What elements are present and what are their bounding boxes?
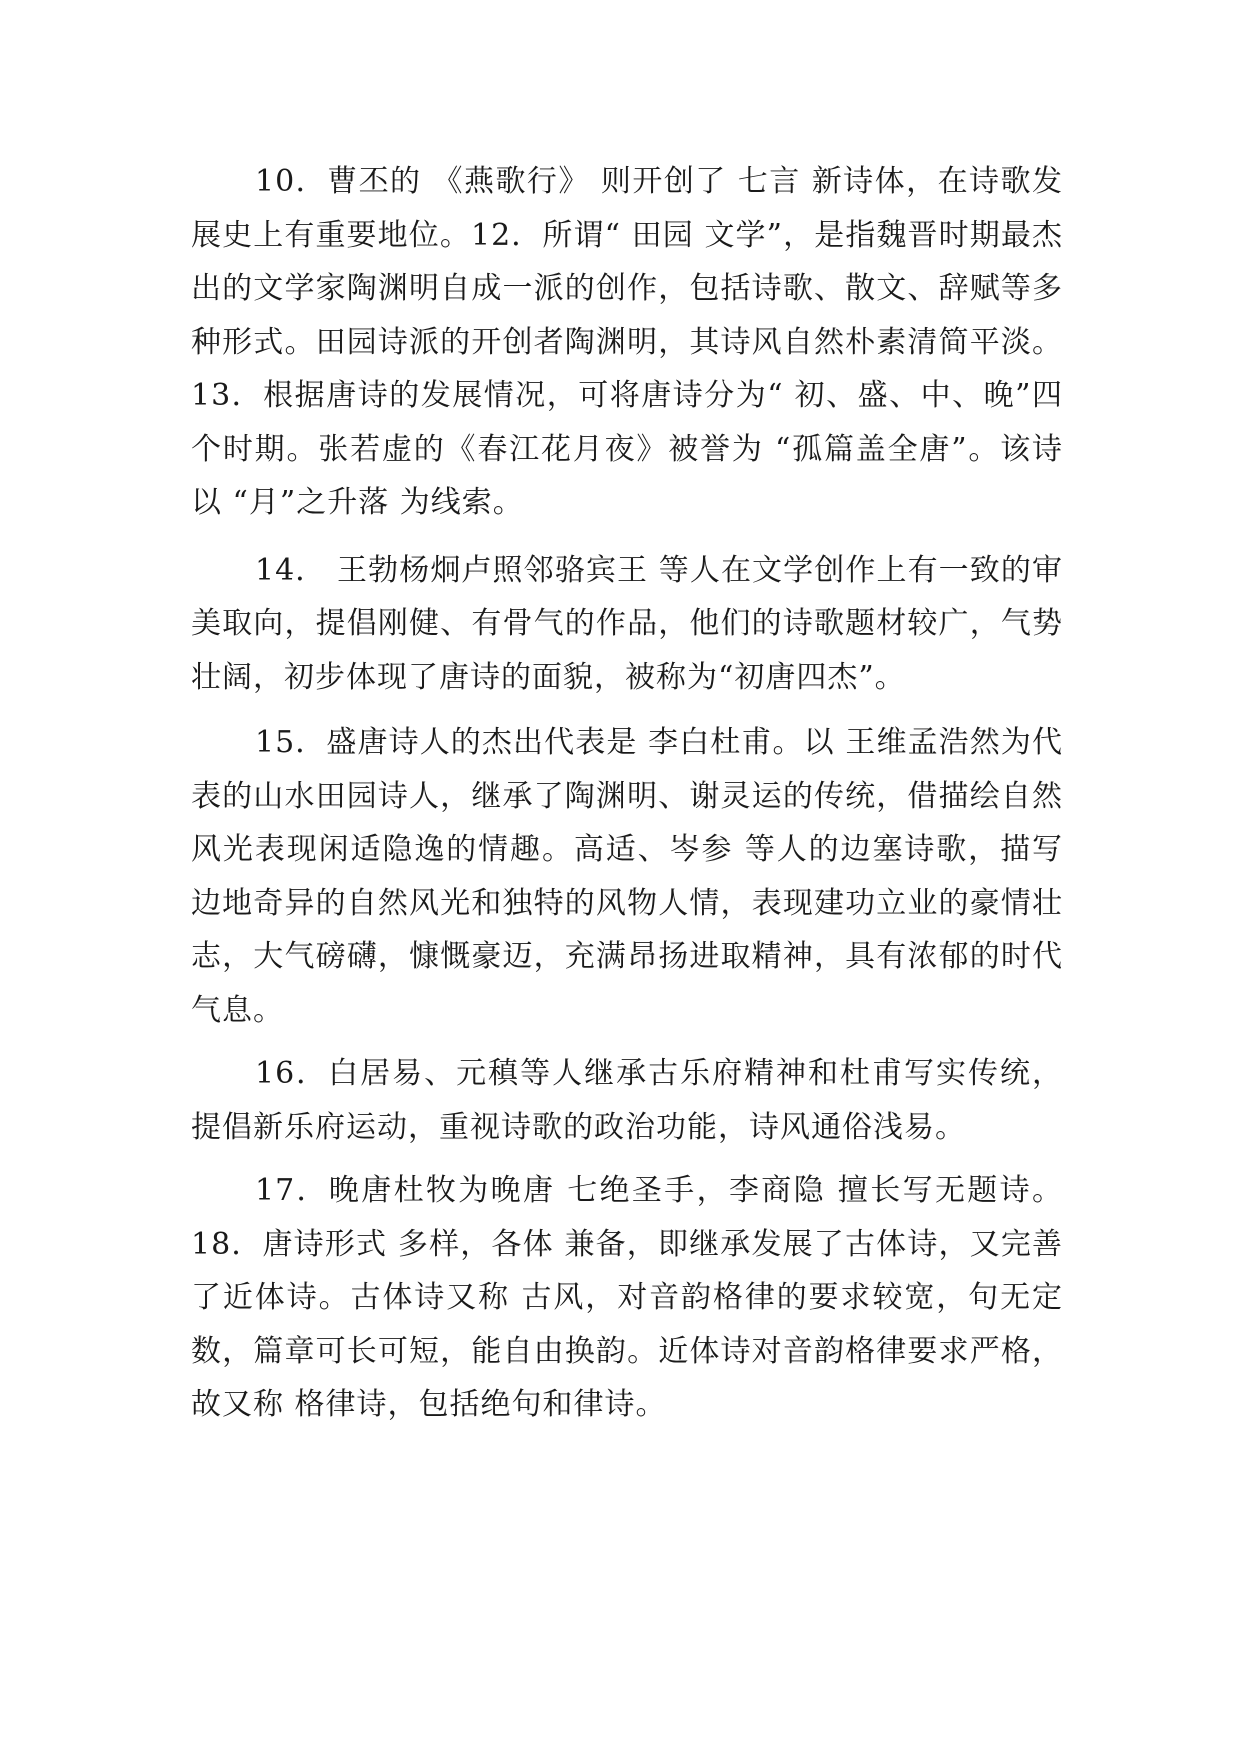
paragraph-item-17-18: 17．晚唐杜牧为晚唐 七绝圣手，李商隐 擅长写无题诗。18．唐诗形式 多样，各体 兼备，即继承发展了古体诗，又完善了近体诗。古体诗又称 古风，对音韵格律的要求较宽，句无定数，篇章可长可短，能自由换韵。近体诗对音韵格律要求严格，故又称 格律诗，包括绝句和律诗。: [191, 1173, 1063, 1422]
document-body: [191, 155, 1063, 1432]
paragraph-item-15: 15．盛唐诗人的杰出代表是 李白杜甫。以 王维孟浩然为代表的山水田园诗人，继承了陶渊明、谢灵运的传统，借描绘自然风光表现闲适隐逸的情趣。高适、岑参 等人的边塞诗歌，描写边地奇异的自然风光和独特的风物人情，表现建功立业的豪情壮志，大气磅礴，慷慨豪迈，充满昂扬进取精神，具有浓郁的时代气息。: [191, 725, 1063, 1028]
paragraph-item-10-13: 10．曹丕的 《燕歌行》 则开创了 七言 新诗体，在诗歌发展史上有重要地位。12．所谓“ 田园 文学”，是指魏晋时期最杰出的文学家陶渊明自成一派的创作，包括诗歌、散文、辞赋等多种形式。田园诗派的开创者陶渊明，其诗风自然朴素清简平淡。13．根据唐诗的发展情况，可将唐诗分为“ 初、盛、中、晚”四个时期。张若虚的《春江花月夜》被誉为 “孤篇盖全唐”。该诗以 “月”之升落 为线索。: [191, 164, 1063, 520]
paragraph-item-14: 14． 王勃杨炯卢照邻骆宾王 等人在文学创作上有一致的审美取向，提倡刚健、有骨气的作品，他们的诗歌题材较广，气势壮阔，初步体现了唐诗的面貌，被称为“初唐四杰”。: [191, 552, 1063, 695]
paragraph-item-16: 16．白居易、元稹等人继承古乐府精神和杜甫写实传统，提倡新乐府运动，重视诗歌的政治功能，诗风通俗浅易。: [191, 1056, 1063, 1145]
